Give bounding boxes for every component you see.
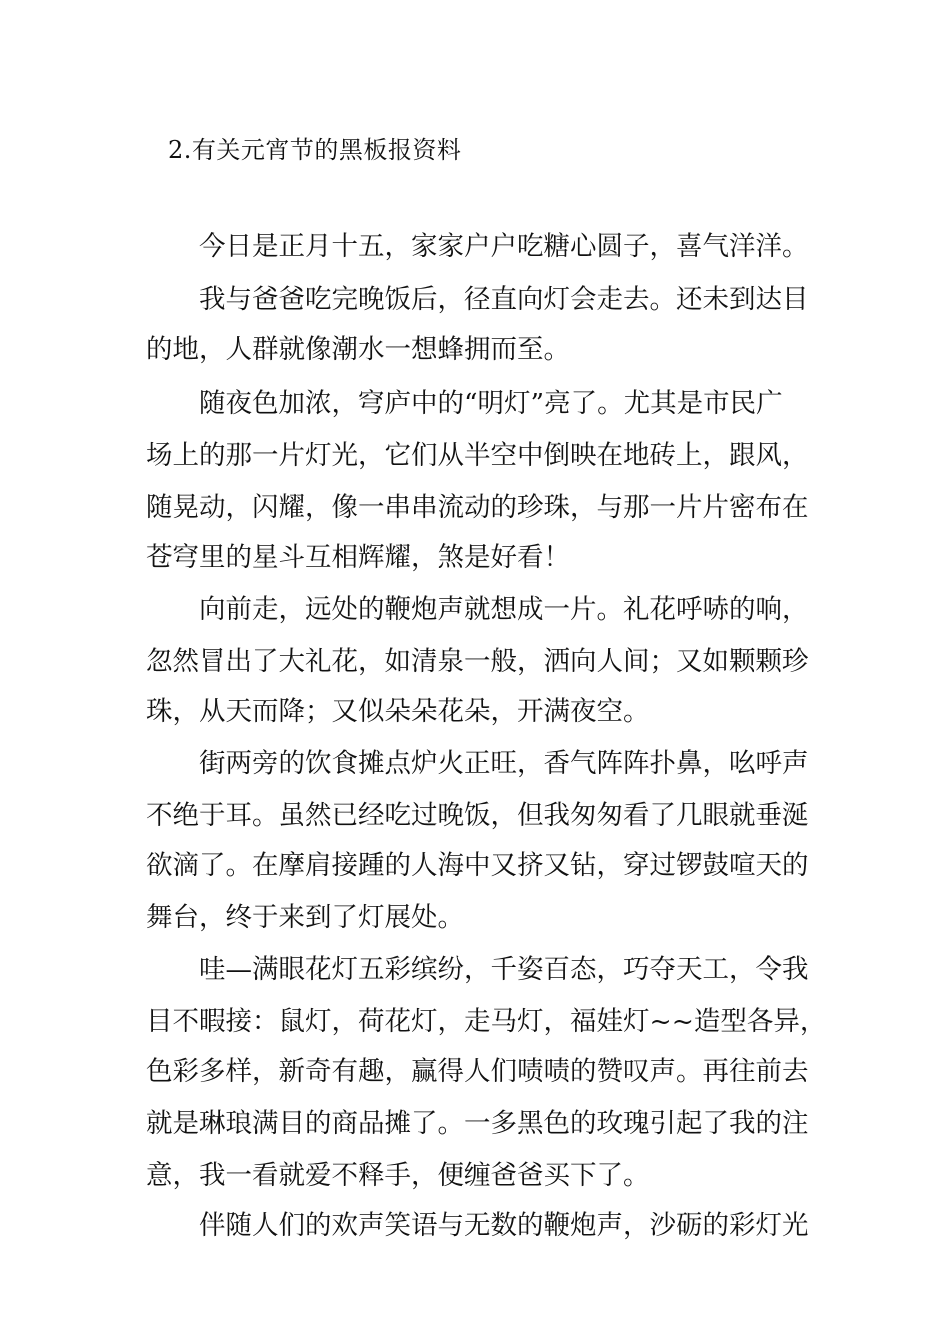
- text-line: 目不暇接：鼠灯，荷花灯，走马灯，福娃灯~~造型各异，: [146, 1006, 827, 1037]
- text-line: 随夜色加浓，穹庐中的“明灯”亮了。尤其是市民广: [199, 388, 783, 419]
- text-line: 珠，从天而降；又似朵朵花朵，开满夜空。: [146, 696, 650, 727]
- text-line: 街两旁的饮食摊点炉火正旺，香气阵阵扑鼻，吆呼声: [199, 748, 809, 779]
- text-line: 哇—满眼花灯五彩缤纷，千姿百态，巧夺天工，令我: [199, 954, 809, 985]
- text-line: 伴随人们的欢声笑语与无数的鞭炮声，沙砺的彩灯光: [199, 1210, 809, 1241]
- text-line: 意，我一看就爱不释手，便缠爸爸买下了。: [146, 1160, 650, 1191]
- text-line: 不绝于耳。虽然已经吃过晚饭，但我匆匆看了几眼就垂涎: [146, 800, 809, 831]
- text-line: 苍穹里的星斗互相辉耀，煞是好看！: [146, 542, 570, 573]
- text-line: 今日是正月十五，家家户户吃糖心圆子，喜气洋洋。: [199, 231, 809, 262]
- text-line: 舞台，终于来到了灯展处。: [146, 902, 464, 933]
- text-line: 我与爸爸吃完晚饭后，径直向灯会走去。还未到达目: [199, 284, 809, 315]
- text-line: 场上的那一片灯光，它们从半空中倒映在地砖上，跟风，: [146, 440, 809, 471]
- text-line: 色彩多样，新奇有趣，赢得人们啧啧的赞叹声。再往前去: [146, 1056, 809, 1087]
- text-line: 随晃动，闪耀，像一串串流动的珍珠，与那一片片密布在: [146, 492, 809, 523]
- text-line: 欲滴了。在摩肩接踵的人海中又挤又钻，穿过锣鼓喧天的: [146, 850, 809, 881]
- text-line: 的地，人群就像潮水一想蜂拥而至。: [146, 334, 570, 365]
- text-line: 就是琳琅满目的商品摊了。一多黑色的玫瑰引起了我的注: [146, 1108, 809, 1139]
- section-heading: 2.有关元宵节的黑板报资料: [168, 136, 462, 164]
- text-line: 忽然冒出了大礼花，如清泉一般，洒向人间；又如颗颗珍: [146, 646, 809, 677]
- text-line: 向前走，远处的鞭炮声就想成一片。礼花呼哧的响，: [199, 594, 809, 625]
